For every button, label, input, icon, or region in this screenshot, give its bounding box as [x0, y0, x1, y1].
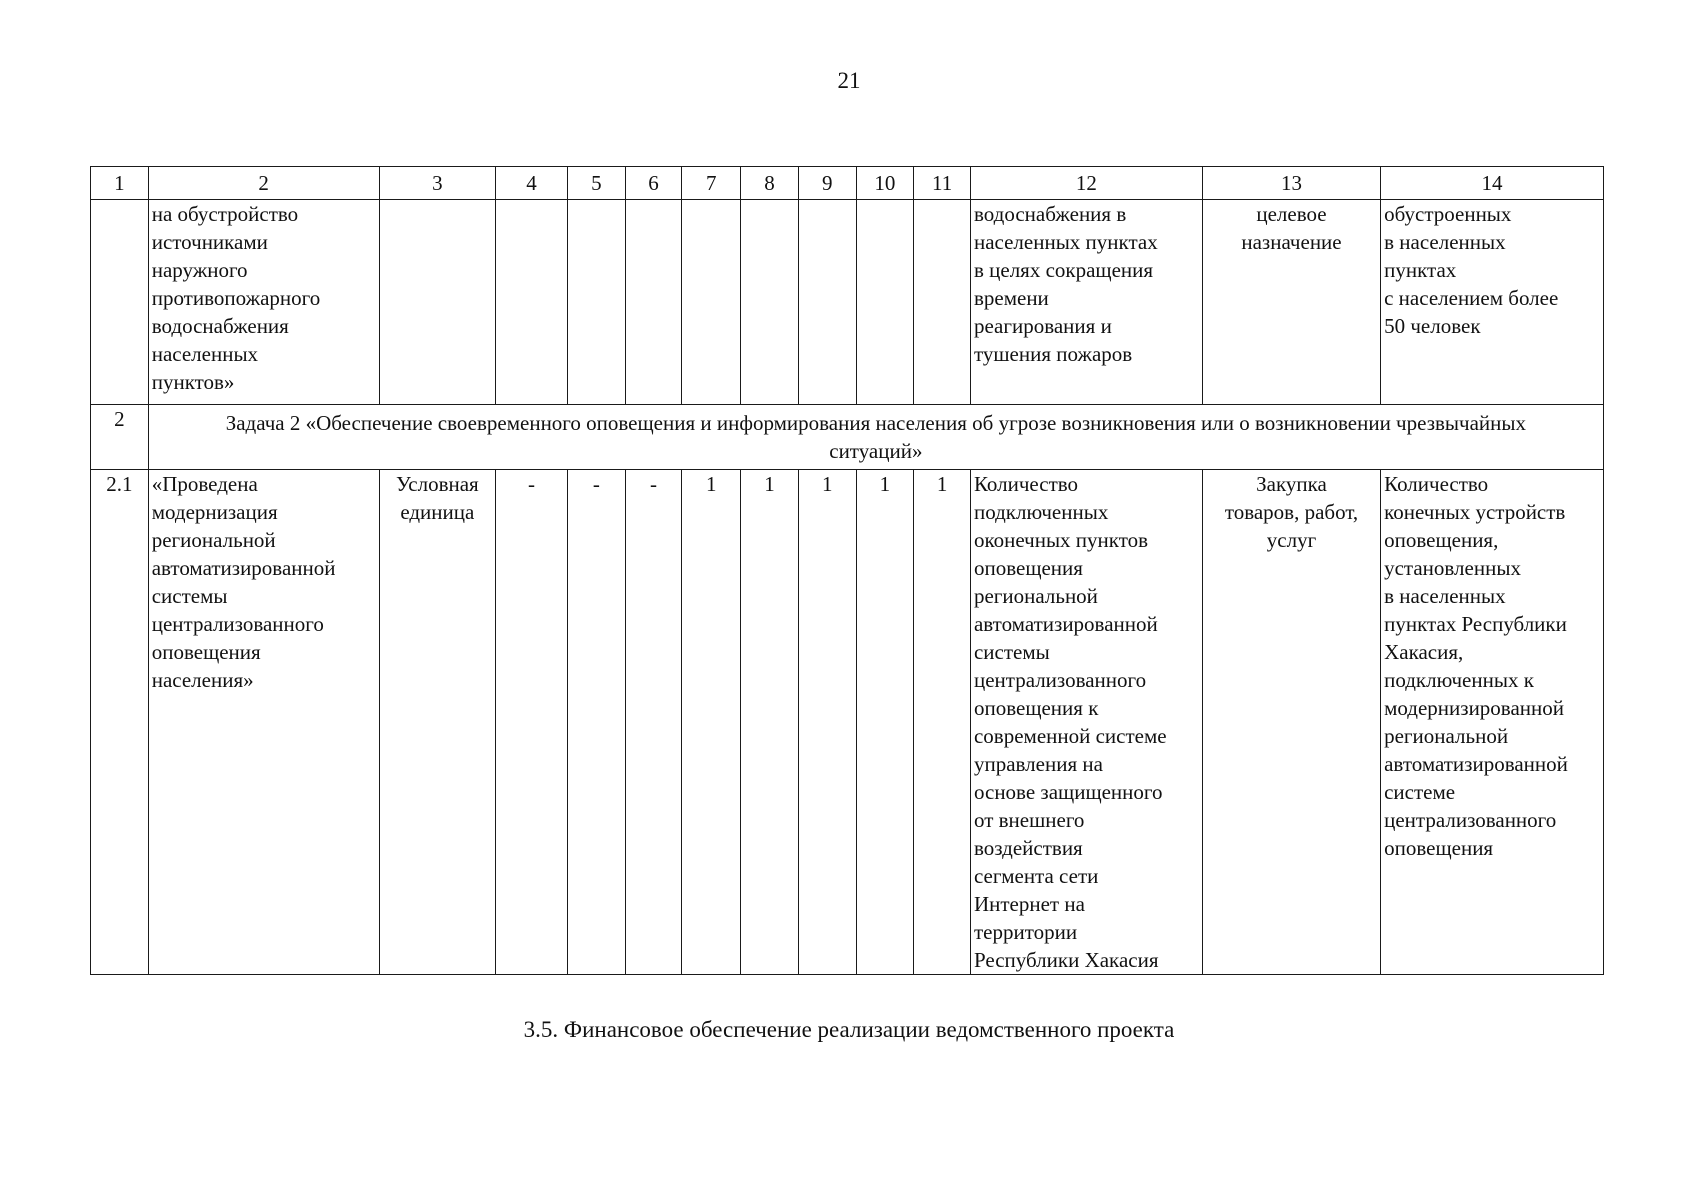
header-cell: 1	[91, 167, 149, 200]
task-row	[91, 405, 1604, 470]
table-row	[91, 470, 1604, 975]
result-name-cell: «Проведена модернизация региональной автоматизированной системы централизованного оповещения населения»	[148, 470, 379, 975]
header-cell: 4	[496, 167, 568, 200]
empty-cell	[682, 200, 741, 405]
empty-cell	[625, 200, 682, 405]
value-cell: -	[496, 470, 568, 975]
section-title: 3.5. Финансовое обеспечение реализации ведомственного проекта	[523, 1017, 1175, 1042]
page-number: 21	[837, 68, 861, 93]
header-row	[91, 167, 1604, 200]
header-cell: 13	[1202, 167, 1380, 200]
row-number-cell	[91, 200, 149, 405]
value-cell: 1	[798, 470, 856, 975]
type-cell: целевое назначение	[1202, 200, 1380, 405]
header-cell: 2	[148, 167, 379, 200]
header-cell: 5	[567, 167, 625, 200]
description-cell: обустроенных в населенных пунктах с населением более 50 человек	[1381, 200, 1604, 405]
empty-cell	[741, 200, 799, 405]
empty-cell	[496, 200, 568, 405]
header-cell: 8	[741, 167, 799, 200]
result-name-cell: на обустройство источниками наружного противопожарного водоснабжения населенных пунктов»	[148, 200, 379, 405]
header-cell: 12	[970, 167, 1202, 200]
table-row	[91, 200, 1604, 405]
value-cell: 1	[856, 470, 914, 975]
row-number-cell: 2.1	[91, 470, 149, 975]
value-cell: 1	[741, 470, 799, 975]
unit-cell: Условная единица	[379, 470, 495, 975]
header-cell: 6	[625, 167, 682, 200]
indicator-cell: Количество подключенных оконечных пунктов оповещения региональной автоматизированной системы централизованного оповещения к современной системе управления на основе защищенного от внешнего воздействия сегмента сети Интернет на территории Республики Хакасия	[970, 470, 1202, 975]
task-number-cell: 2	[91, 405, 149, 470]
project-table	[90, 166, 1604, 975]
header-cell: 10	[856, 167, 914, 200]
empty-cell	[798, 200, 856, 405]
indicator-cell: водоснабжения в населенных пунктах в целях сокращения времени реагирования и тушения пожаров	[970, 200, 1202, 405]
header-cell: 11	[914, 167, 971, 200]
empty-cell	[379, 200, 495, 405]
header-cell: 7	[682, 167, 741, 200]
header-cell: 9	[798, 167, 856, 200]
task-title-cell: Задача 2 «Обеспечение своевременного оповещения и информирования населения об угрозе возникновения или о возникновении чрезвычайных ситуаций»	[148, 405, 1603, 470]
type-cell: Закупка товаров, работ, услуг	[1202, 470, 1380, 975]
empty-cell	[914, 200, 971, 405]
value-cell: 1	[682, 470, 741, 975]
empty-cell	[856, 200, 914, 405]
header-cell: 3	[379, 167, 495, 200]
value-cell: 1	[914, 470, 971, 975]
description-cell: Количество конечных устройств оповещения, установленных в населенных пунктах Республики Хакасия, подключенных к модернизированной региональной автоматизированной системе централизованного оповещения	[1381, 470, 1604, 975]
value-cell: -	[625, 470, 682, 975]
value-cell: -	[567, 470, 625, 975]
empty-cell	[567, 200, 625, 405]
header-cell: 14	[1381, 167, 1604, 200]
